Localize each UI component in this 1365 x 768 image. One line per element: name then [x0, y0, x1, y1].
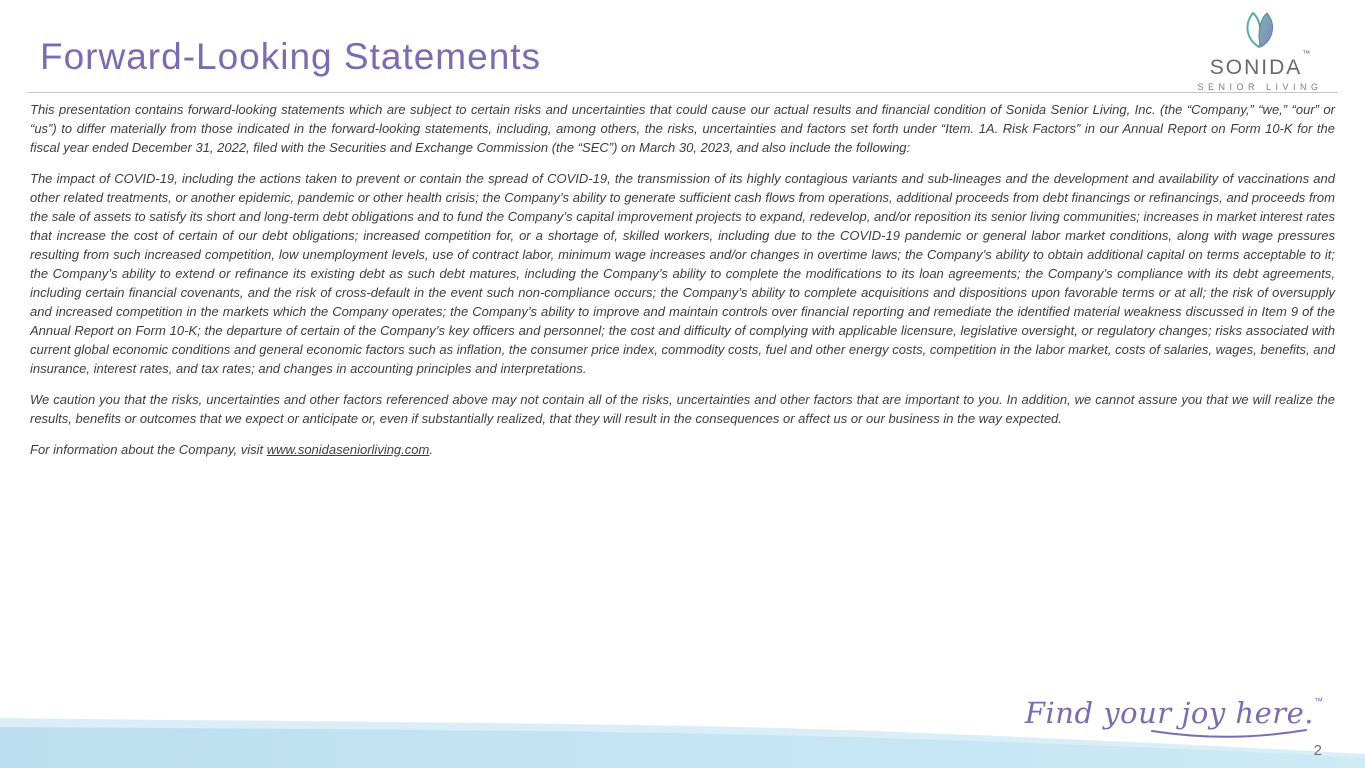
page-number: 2 [1313, 742, 1322, 759]
header-divider [27, 92, 1338, 93]
paragraph-caution: We caution you that the risks, uncertainties and other factors referenced above may not contain all of the risks, uncertainties and other factors that are important to you. In addition, we cannot assure you that we will realize the results, benefits or outcomes that we expect or anticipate or, even if substantially realized, that they will result in the consequences or affect us or our business in the way expected. [30, 391, 1335, 426]
company-website-link[interactable]: www.sonidaseniorliving.com [266, 441, 430, 457]
leaf-icon [1240, 12, 1280, 48]
paragraph-intro: This presentation contains forward-looking statements which are subject to certain risks and uncertainties that could cause our actual results and financial condition of Sonida Senior Living, Inc. (the “Company,” “we,” “our” or “us”) to differ materially from those indicated in the forward-looking statements, including, among others, the risks, uncertainties and factors set forth under “Item. 1A. Risk Factors” in our Annual Report on Form 10-K for the fiscal year ended December 31, 2022, filed with the Securities and Exchange Commission (the “SEC”) on March 30, 2023, and also include the following: [30, 102, 1335, 155]
page-title: Forward-Looking Statements [40, 36, 542, 77]
sonida-logo [1185, 12, 1335, 92]
tagline-trademark: ™ [1314, 696, 1323, 706]
company-info-suffix: . [429, 441, 433, 457]
tagline-text: Find your joy here. [1024, 696, 1314, 730]
paragraph-risk-factors: The impact of COVID-19, including the actions taken to prevent or contain the spread of COVID-19, the transmission of its highly contagious variants and sub-lineages and the development and availability of vaccinations and other related treatments, or another epidemic, pandemic or other health crisis; the Company’s ability to generate sufficient cash flows from operations, additional proceeds from debt financings or refinancings, and proceeds from the sale of assets to satisfy its short and long-term debt obligations and to fund the Company’s capital improvement projects to expand, redevelop, and/or reposition its senior living communities; increases in market interest rates that increase the cost of certain of our debt obligations; increased competition for, or a shortage of, skilled workers, including due to the COVID-19 pandemic or general labor market conditions, along with wage pressures resulting from such increased competition, low unemployment levels, use of contract labor, minimum wage increases and/or changes in overtime laws; the Company’s ability to obtain additional capital on terms acceptable to it; the Company’s ability to extend or refinance its existing debt as such debt matures, including the Company’s ability to complete the modifications to its loan agreements; the Company’s compliance with its debt agreements, including certain financial covenants, and the risk of cross-default in the event such non-compliance occurs; the Company’s ability to complete acquisitions and dispositions upon favorable terms or at all; the risk of oversupply and increased competition in the markets which the Company operates; the Company’s ability to improve and maintain controls over financial reporting and remediate the identified material weakness discussed in Item 9 of the Annual Report on Form 10-K; the departure of certain of the Company’s key officers and personnel; the cost and difficulty of complying with applicable licensure, legislative oversight, or regulatory changes; risks associated with current global economic conditions and general economic factors such as inflation, the consumer price index, commodity costs, fuel and other energy costs, competition in the labor market, costs of salaries, wages, benefits, and insurance, interest rates, and tax rates; and changes in accounting principles and interpretations. [30, 170, 1335, 376]
logo-wordmark: sonida [1209, 48, 1303, 81]
paragraph-company-info [30, 441, 1335, 460]
logo-trademark: ™ [1302, 49, 1311, 58]
logo-wordmark-row [1185, 50, 1335, 80]
logo-subtitle: SENIOR LIVING [1197, 82, 1323, 92]
company-info-prefix: For information about the Company, visit [30, 441, 267, 457]
body-text [30, 101, 1335, 471]
tagline [1025, 696, 1323, 740]
